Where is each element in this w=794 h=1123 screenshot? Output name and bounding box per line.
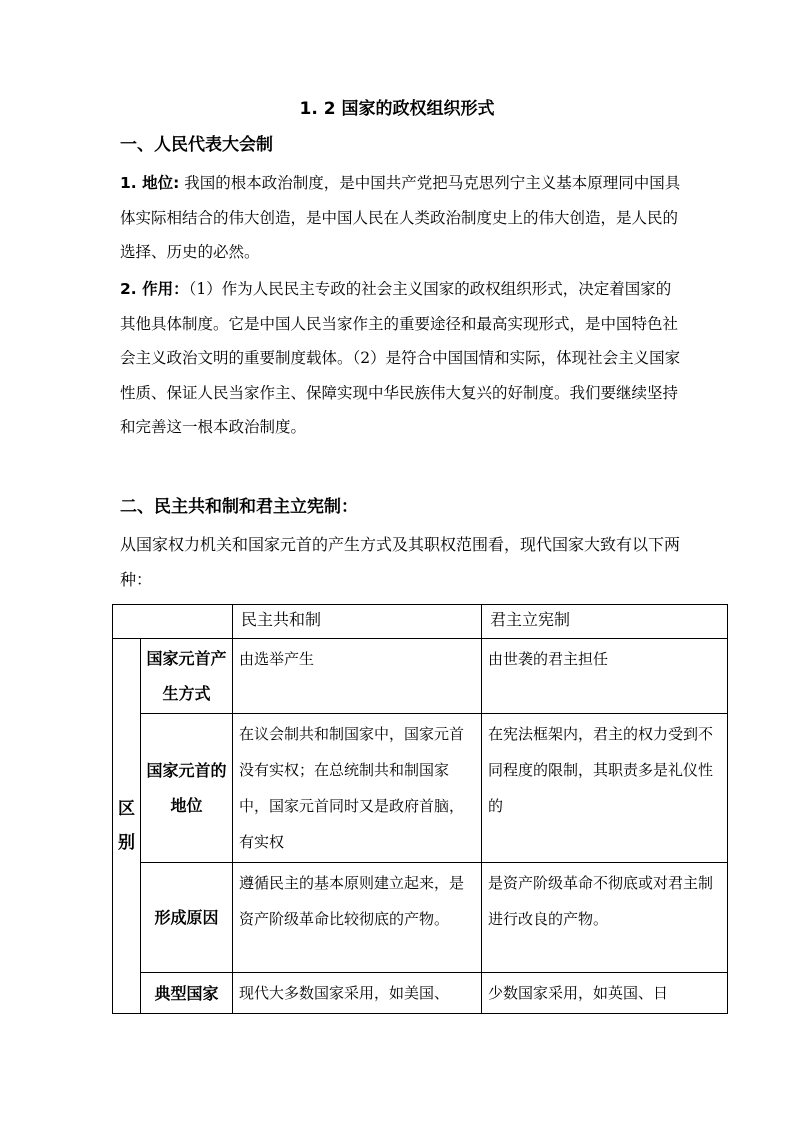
header-constitutional-monarchy: 君主立宪制 [482, 605, 728, 639]
paragraph-status [120, 166, 685, 270]
function-label: 2. 作用： [120, 280, 189, 298]
paragraph-function [120, 272, 685, 445]
table-header-row [113, 605, 728, 639]
section-heading-npc: 一、人民代表大会制 [120, 135, 273, 155]
row-label-typical-countries: 典型国家 [141, 973, 233, 1014]
row-label-head-of-state-status: 国家元首的地位 [141, 714, 233, 863]
cell-republic-countries: 现代大多数国家采用，如美国、 [233, 973, 482, 1014]
comparison-table [112, 604, 728, 1014]
cell-republic-selection: 由选举产生 [233, 639, 482, 714]
status-text: 我国的根本政治制度，是中国共产党把马克思列宁主义基本原理同中国具体实际相结合的伟大创造，是中国人民在人类政治制度史上的伟大创造，是人民的选择、历史的必然。 [120, 174, 681, 261]
table-corner-cell [113, 605, 233, 639]
table-row [113, 863, 728, 973]
row-label-formation-reason: 形成原因 [141, 863, 233, 973]
cell-monarchy-selection: 由世袭的君主担任 [482, 639, 728, 714]
page-title: 1. 2 国家的政权组织形式 [299, 99, 495, 119]
cell-republic-status: 在议会制共和制国家中，国家元首没有实权；在总统制共和制国家中，国家元首同时又是政府首脑，有实权 [233, 714, 482, 863]
paragraph-intro: 从国家权力机关和国家元首的产生方式及其职权范围看，现代国家大致有以下两种： [120, 535, 681, 589]
cell-monarchy-countries: 少数国家采用，如英国、日 [482, 973, 728, 1014]
function-text: （1）作为人民民主专政的社会主义国家的政权组织形式，决定着国家的其他具体制度。它是中国人民当家作主的重要途径和最高实现形式，是中国特色社会主义政治文明的重要制度载体。（2）是符合中国国情和实际，体现社会主义国家性质、保证人民当家作主、保障实现中华民族伟大复兴的好制度。我们要继续坚持和完善这一根本政治制度。 [120, 280, 681, 436]
row-label-head-of-state-selection: 国家元首产生方式 [141, 639, 233, 714]
header-democratic-republic: 民主共和制 [233, 605, 482, 639]
table-row [113, 714, 728, 863]
section-heading-republic-monarchy: 二、民主共和制和君主立宪制： [120, 497, 358, 517]
cell-monarchy-status: 在宪法框架内，君主的权力受到不同程度的限制，其职责多是礼仪性的 [482, 714, 728, 863]
table-row [113, 639, 728, 714]
cell-monarchy-reason: 是资产阶级革命不彻底或对君主制进行改良的产物。 [482, 863, 728, 973]
status-label: 1. 地位: [120, 174, 180, 192]
difference-side-label: 区别 [113, 639, 141, 1014]
table-row [113, 973, 728, 1014]
cell-republic-reason: 遵循民主的基本原则建立起来，是资产阶级革命比较彻底的产物。 [233, 863, 482, 973]
